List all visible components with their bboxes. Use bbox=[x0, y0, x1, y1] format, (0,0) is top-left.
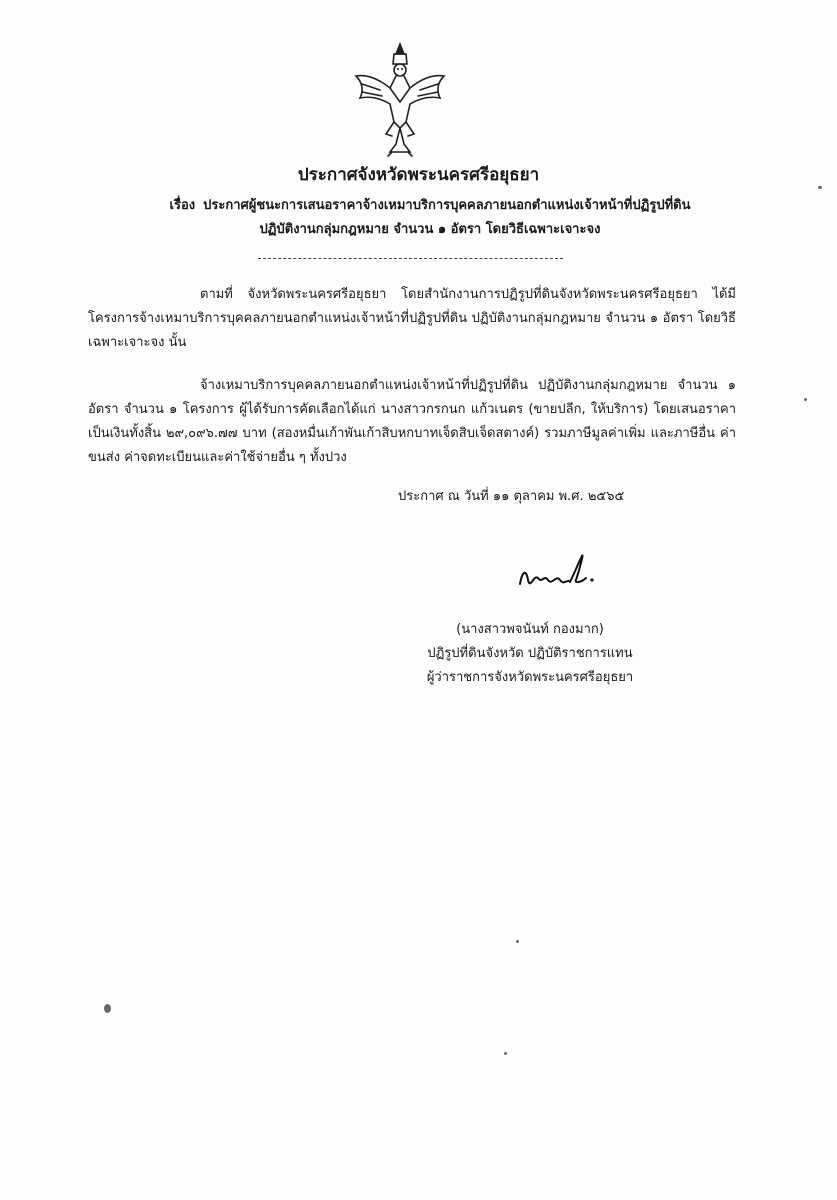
paragraph-1 bbox=[88, 283, 736, 355]
paragraph-1-text: ตามที่ จังหวัดพระนครศรีอยุธยา โดยสำนักงานการปฏิรูปที่ดินจังหวัดพระนครศรีอยุธยา ได้มีโครงการจ้างเหมาบริการบุคคลภายนอกตำแหน่งเจ้าหน้าที่ปฏิรูปที่ดิน ปฏิบัติงานกลุ่มกฎหมาย จำนวน ๑ อัตรา โดยวิธีเฉพาะเจาะจง นั้น bbox=[88, 287, 736, 350]
subject-label: เรื่อง bbox=[169, 198, 196, 213]
scan-speck bbox=[804, 398, 807, 401]
divider-line bbox=[258, 258, 563, 259]
subject-line-2: ปฏิบัติงานกลุ่มกฎหมาย จำนวน ๑ อัตรา โดยวิธีเฉพาะเจาะจง bbox=[259, 222, 601, 237]
scan-speck bbox=[818, 186, 822, 189]
scan-speck bbox=[504, 1052, 507, 1055]
garuda-emblem-icon bbox=[350, 40, 450, 160]
subject-text-1: ประกาศผู้ชนะการเสนอราคาจ้างเหมาบริการบุคคลภายนอกตำแหน่งเจ้าหน้าที่ปฏิรูปที่ดิน bbox=[203, 198, 691, 213]
announcement-date: ประกาศ ณ วันที่ ๑๑ ตุลาคม พ.ศ. ๒๕๖๕ bbox=[398, 489, 625, 504]
handwritten-signature bbox=[512, 544, 602, 604]
signer-name: (นางสาวพจนันท์ กองมาก) bbox=[456, 622, 604, 637]
scan-speck bbox=[104, 1004, 111, 1013]
signer-position-2: ผู้ว่าราชการจังหวัดพระนครศรีอยุธยา bbox=[426, 670, 634, 685]
scan-speck bbox=[516, 940, 519, 943]
page-title: ประกาศจังหวัดพระนครศรีอยุธยา bbox=[297, 165, 540, 185]
paragraph-2 bbox=[88, 374, 736, 470]
subject-block bbox=[140, 194, 720, 242]
signer-block bbox=[380, 618, 680, 690]
paragraph-2-text: จ้างเหมาบริการบุคคลภายนอกตำแหน่งเจ้าหน้าที่ปฏิรูปที่ดิน ปฏิบัติงานกลุ่มกฎหมาย จำนวน ๑ อัตรา จำนวน ๑ โครงการ ผู้ได้รับการคัดเลือกได้แก่ นางสาวกรกนก แก้วเนตร (ขายปลีก, ให้บริการ) โดยเสนอราคาเป็นเงินทั้งสิ้น ๒๙,๐๙๖.๗๗ บาท (สองหมื่นเก้าพันเก้าสิบหกบาทเจ็ดสิบเจ็ดสตางค์) รวมภาษีมูลค่าเพิ่ม และภาษีอื่น ค่าขนส่ง ค่าจดทะเบียนและค่าใช้จ่ายอื่น ๆ ทั้งปวง bbox=[88, 378, 736, 465]
signer-position-1: ปฏิรูปที่ดินจังหวัด ปฏิบัติราชการแทน bbox=[427, 646, 633, 661]
subject-line-1 bbox=[140, 194, 720, 218]
